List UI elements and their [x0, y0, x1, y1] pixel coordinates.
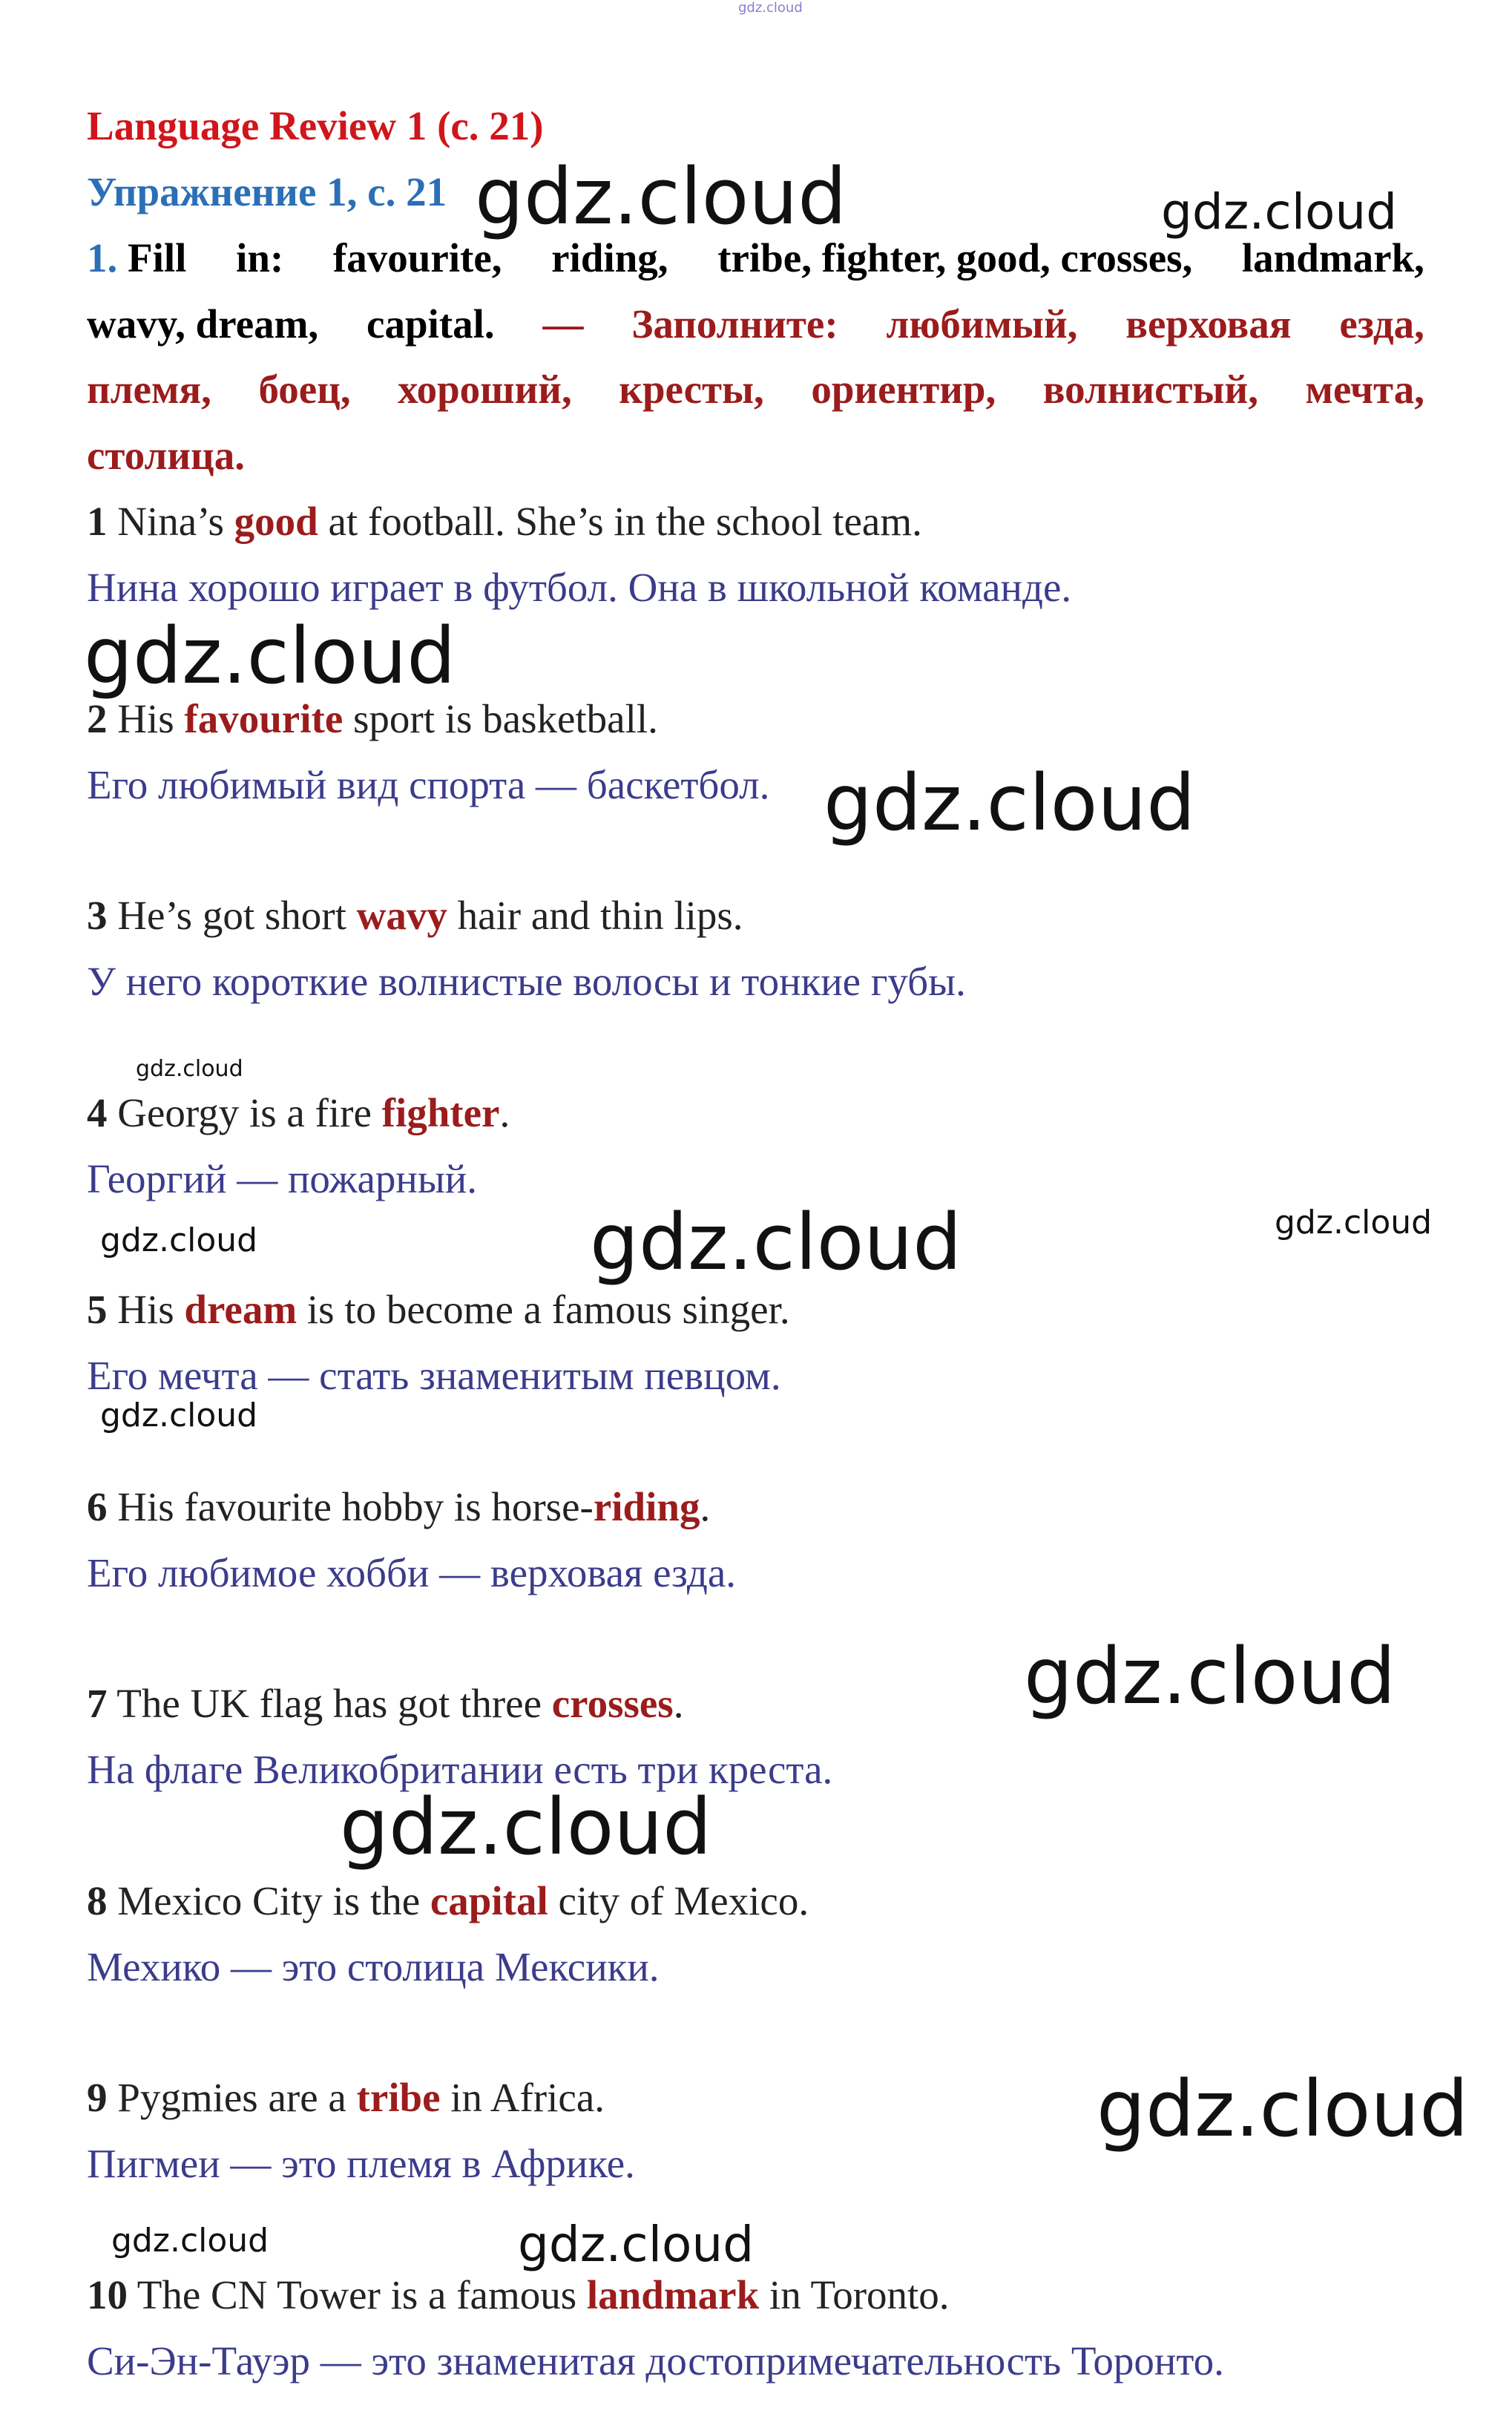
task-number: 1. — [87, 235, 118, 280]
watermark: gdz.cloud — [111, 2222, 269, 2260]
item-number: 1 — [87, 499, 108, 544]
sentence-text: in Toronto. — [759, 2272, 950, 2317]
sentence-text: Pygmies are a — [107, 2075, 357, 2120]
sentence-ru-8: Мехико — это столица Мексики. — [87, 1944, 660, 1989]
top-watermark: gdz.cloud — [738, 0, 803, 16]
watermark: gdz.cloud — [824, 758, 1196, 848]
sentence-ru-6: Его любимое хобби — верховая езда. — [87, 1550, 737, 1595]
task-word-ru: Заполните: — [631, 301, 838, 347]
sentence-en-9 — [87, 2077, 605, 2118]
sentence-text: . — [700, 1484, 711, 1529]
sentence-text: Georgy is a fire — [107, 1090, 382, 1135]
sentence-en-4 — [87, 1092, 510, 1133]
task-word: favourite, — [332, 235, 502, 280]
watermark: gdz.cloud — [518, 2216, 755, 2273]
sentence-text: He’s got short — [107, 893, 357, 938]
sentence-en-2 — [87, 698, 658, 739]
watermark: gdz.cloud — [100, 1397, 258, 1434]
sentence-text: in Africa. — [440, 2075, 605, 2120]
sentence-text: . — [673, 1681, 684, 1726]
sentence-en-7 — [87, 1683, 683, 1724]
sentence-ru-5: Его мечта — стать знаменитым певцом. — [87, 1353, 781, 1398]
task-word-fill: Fill — [128, 235, 187, 280]
task-line-3 — [87, 369, 1424, 410]
task-word-ru: кресты, — [619, 367, 764, 412]
sentence-text: Mexico City is the — [107, 1878, 430, 1923]
watermark: gdz.cloud — [475, 151, 847, 242]
sentence-ru-3: У него короткие волнистые волосы и тонкие губы. — [87, 959, 966, 1004]
task-word-ru: волнистый, — [1042, 367, 1258, 412]
sentence-text: Nina’s — [107, 499, 234, 544]
watermark: gdz.cloud — [340, 1782, 712, 1872]
sentence-text: city of Mexico. — [548, 1878, 809, 1923]
item-number: 3 — [87, 893, 108, 938]
task-word: in: — [236, 235, 284, 280]
exercise-heading: Упражнение 1, с. 21 — [87, 169, 447, 214]
answer-word: riding — [593, 1484, 700, 1529]
task-word-ru: племя, — [87, 367, 211, 412]
answer-word: tribe — [356, 2075, 441, 2120]
task-word: wavy, dream, — [87, 301, 319, 347]
answer-word: favourite — [184, 696, 344, 741]
task-line-4: столица. — [87, 433, 245, 478]
watermark: gdz.cloud — [136, 1056, 243, 1082]
answer-word: dream — [184, 1287, 298, 1332]
task-line-2 — [87, 301, 1424, 347]
task-word: capital. — [367, 301, 495, 347]
item-number: 6 — [87, 1484, 108, 1529]
answer-word: landmark — [586, 2272, 760, 2317]
sentence-en-3 — [87, 895, 743, 936]
task-word: tribe, fighter, good, crosses, — [717, 235, 1193, 280]
task-word-ru: верховая — [1125, 301, 1292, 347]
task-word-ru: мечта, — [1305, 367, 1424, 412]
watermark: gdz.cloud — [1097, 2064, 1469, 2154]
sentence-text: His — [107, 696, 185, 741]
item-number: 2 — [87, 696, 108, 741]
sentence-ru-10: Си-Эн-Тауэр — это знаменитая достопримечательность Торонто. — [87, 2338, 1224, 2384]
sentence-text: His — [107, 1287, 185, 1332]
sentence-text: . — [499, 1090, 510, 1135]
sentence-en-5 — [87, 1289, 790, 1330]
sentence-text: at football. She’s in the school team. — [318, 499, 922, 544]
task-line-1 — [87, 237, 1424, 278]
task-word-ru: хороший, — [398, 367, 572, 412]
watermark: gdz.cloud — [590, 1197, 962, 1287]
watermark: gdz.cloud — [1275, 1204, 1433, 1241]
item-number: 8 — [87, 1878, 108, 1923]
sentence-text: The UK flag has got three — [107, 1681, 552, 1726]
item-number: 9 — [87, 2075, 108, 2120]
item-number: 10 — [87, 2272, 128, 2317]
task-word-ru: езда, — [1339, 301, 1424, 347]
sentence-text: His favourite hobby is horse- — [107, 1484, 594, 1529]
sentence-en-10 — [87, 2274, 950, 2315]
watermark: gdz.cloud — [84, 611, 456, 701]
task-word-ru: ориентир, — [811, 367, 996, 412]
task-word — [87, 237, 186, 278]
answer-word: good — [234, 499, 318, 544]
answer-word: wavy — [356, 893, 447, 938]
item-number: 4 — [87, 1090, 108, 1135]
item-number: 7 — [87, 1681, 108, 1726]
answer-word: capital — [430, 1878, 548, 1923]
answer-word: fighter — [381, 1090, 500, 1135]
task-dash: — — [542, 301, 584, 347]
sentence-en-8 — [87, 1880, 809, 1921]
sentence-text: is to become a famous singer. — [297, 1287, 790, 1332]
watermark: gdz.cloud — [100, 1221, 258, 1259]
sentence-text: sport is basketball. — [343, 696, 658, 741]
task-word: riding, — [551, 235, 668, 280]
sentence-ru-9: Пигмеи — это племя в Африке. — [87, 2141, 635, 2186]
task-word-ru: боец, — [258, 367, 351, 412]
task-word: landmark, — [1241, 235, 1424, 280]
sentence-ru-4: Георгий — пожарный. — [87, 1156, 477, 1201]
item-number: 5 — [87, 1287, 108, 1332]
sentence-ru-7: На флаге Великобритании есть три креста. — [87, 1747, 833, 1792]
task-word-ru: любимый, — [886, 301, 1078, 347]
watermark: gdz.cloud — [1024, 1631, 1396, 1722]
watermark: gdz.cloud — [1161, 183, 1398, 240]
sentence-ru-1: Нина хорошо играет в футбол. Она в школьной команде. — [87, 565, 1072, 610]
sentence-text: hair and thin lips. — [447, 893, 743, 938]
sentence-en-1 — [87, 501, 922, 542]
answer-word: crosses — [551, 1681, 674, 1726]
sentence-text: The CN Tower is a famous — [128, 2272, 587, 2317]
sentence-en-6 — [87, 1486, 710, 1527]
sentence-ru-2: Его любимый вид спорта — баскетбол. — [87, 762, 770, 807]
section-title: Language Review 1 (с. 21) — [87, 103, 544, 148]
